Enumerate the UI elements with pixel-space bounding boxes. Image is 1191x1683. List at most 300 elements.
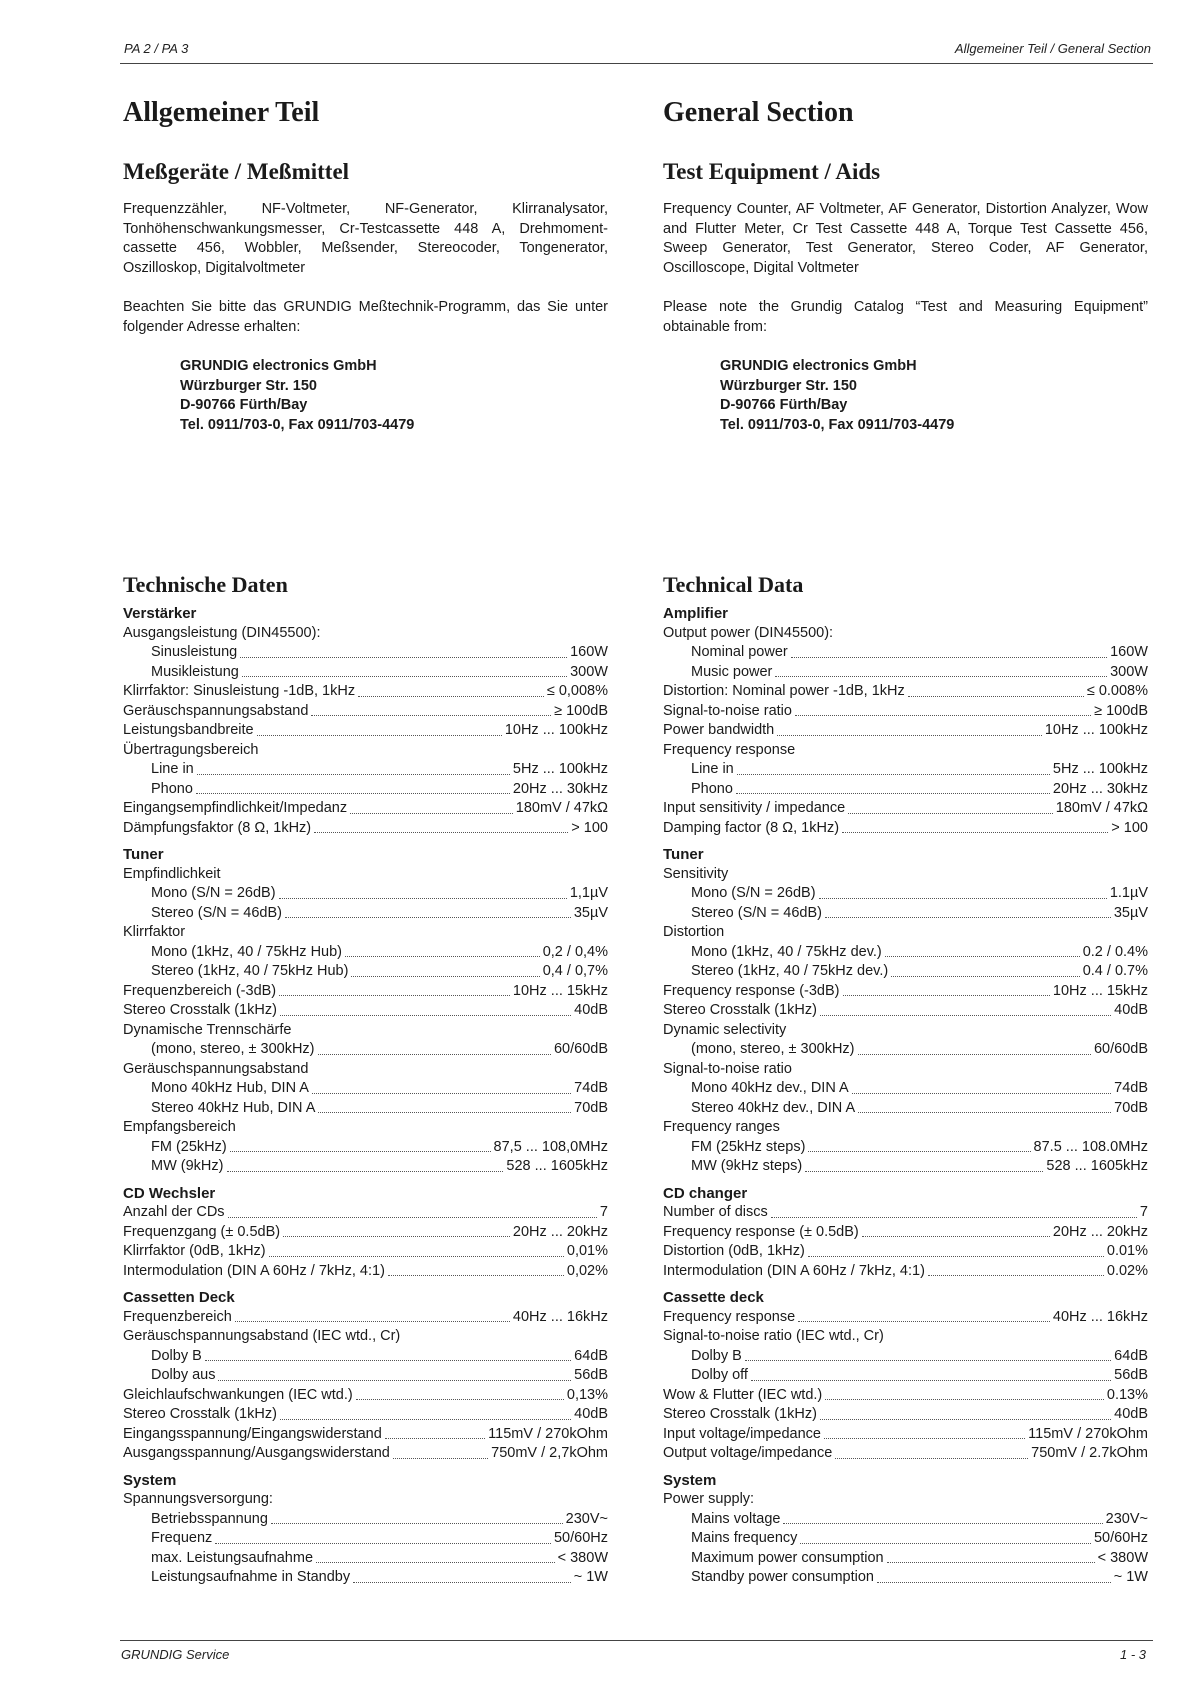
spec-row <box>663 663 1148 683</box>
spec-row <box>123 682 608 702</box>
dot-leader <box>240 643 567 658</box>
spec-value: 1.1µV <box>1109 885 1148 901</box>
dot-leader <box>279 884 567 899</box>
spec-label: Output voltage/impedance <box>663 1445 833 1461</box>
address-block-de <box>180 357 608 435</box>
spec-group-label: Sensitivity <box>663 865 729 882</box>
spec-value: 7 <box>1139 1204 1148 1220</box>
spec-label: Dolby off <box>691 1367 748 1383</box>
spec-label: (mono, stereo, ± 300kHz) <box>691 1041 855 1057</box>
dot-leader <box>783 1510 1102 1525</box>
spec-row <box>663 1223 1148 1243</box>
spec-row <box>123 1386 608 1406</box>
spec-label: Mono (1kHz, 40 / 75kHz Hub) <box>151 943 342 960</box>
dot-leader <box>820 1405 1111 1420</box>
spec-value: 40Hz ... 16kHz <box>1052 1308 1148 1325</box>
spec-row <box>123 760 608 780</box>
spec-label: Phono <box>151 780 193 797</box>
spec-value: 5Hz ... 100kHz <box>512 761 608 777</box>
spec-row <box>663 1529 1148 1549</box>
header-model: PA 2 / PA 3 <box>124 41 189 56</box>
spec-value: 64dB <box>1114 1347 1148 1364</box>
dot-leader <box>751 1366 1111 1381</box>
spec-row <box>123 819 608 839</box>
spec-row <box>123 643 608 663</box>
spec-row <box>123 982 608 1002</box>
spec-value: 10Hz ... 100kHz <box>504 722 608 738</box>
spec-value: 74dB <box>1114 1080 1148 1096</box>
spec-label: Stereo (1kHz, 40 / 75kHz dev.) <box>691 963 889 979</box>
spec-value: 87.5 ... 108.0MHz <box>1033 1138 1148 1155</box>
dot-leader <box>771 1203 1137 1218</box>
address-line: Tel. 0911/703-0, Fax 0911/703-4479 <box>180 416 415 433</box>
spec-label: Leistungsaufnahme in Standby <box>151 1569 351 1585</box>
spec-value: < 380W <box>557 1549 608 1566</box>
header-section: Allgemeiner Teil / General Section <box>954 41 1151 56</box>
spec-label: (mono, stereo, ± 300kHz) <box>151 1041 315 1057</box>
spec-label: Frequenzbereich (-3dB) <box>123 982 277 999</box>
spec-value: 0.02% <box>1106 1262 1148 1279</box>
spec-section-title: Cassetten Deck <box>123 1289 235 1306</box>
spec-label: Nominal power <box>691 644 788 660</box>
spec-section-title: Verstärker <box>123 605 197 622</box>
spec-value: 528 ... 1605kHz <box>506 1158 608 1174</box>
spec-value: 20Hz ... 20kHz <box>1052 1223 1148 1240</box>
spec-label: Music power <box>691 663 773 680</box>
spec-value: ~ 1W <box>1113 1569 1148 1585</box>
spec-value: 10Hz ... 15kHz <box>1052 982 1148 999</box>
spec-group-label: Signal-to-noise ratio (IEC wtd., Cr) <box>663 1328 884 1344</box>
spec-row <box>123 721 608 741</box>
spec-value: 750mV / 2,7kOhm <box>491 1445 608 1461</box>
spec-section <box>123 604 608 838</box>
spec-label: Phono <box>691 780 733 797</box>
dot-leader <box>280 1001 571 1016</box>
address-line: GRUNDIG electronics GmbH <box>720 358 917 374</box>
spec-value: 60/60dB <box>1093 1041 1148 1057</box>
spec-row <box>663 884 1148 904</box>
spec-group-label: Klirrfaktor <box>123 924 186 940</box>
spec-group-label: Frequency ranges <box>663 1119 780 1135</box>
dot-leader <box>280 1405 571 1420</box>
spec-row <box>123 1308 608 1328</box>
spec-label: Dämpfungsfaktor (8 Ω, 1kHz) <box>123 819 312 836</box>
spec-row <box>663 1366 1148 1386</box>
address-line: GRUNDIG electronics GmbH <box>180 358 377 374</box>
dot-leader <box>218 1366 571 1381</box>
spec-row <box>123 1347 608 1367</box>
spec-group-label: Power supply: <box>663 1491 755 1507</box>
spec-row <box>663 1549 1148 1569</box>
spec-row <box>123 1157 608 1177</box>
spec-value: 40dB <box>1114 1002 1148 1018</box>
dot-leader <box>808 1138 1030 1153</box>
header-rule <box>120 63 1153 64</box>
spec-label: Stereo (S/N = 46dB) <box>691 904 822 921</box>
spec-label: Eingangsspannung/Eingangswiderstand <box>123 1425 382 1442</box>
spec-value: 180mV / 47kΩ <box>1055 800 1148 816</box>
spec-group-label: Dynamische Trennschärfe <box>123 1021 292 1038</box>
dot-leader <box>843 982 1050 997</box>
spec-value: ≥ 100dB <box>554 702 608 719</box>
spec-row <box>663 1262 1148 1282</box>
dot-leader <box>271 1510 563 1525</box>
spec-value: 64dB <box>574 1347 608 1364</box>
address-line: D-90766 Fürth/Bay <box>180 397 308 413</box>
dot-leader <box>891 962 1080 977</box>
spec-row <box>123 943 608 963</box>
spec-label: FM (25kHz) <box>151 1138 227 1155</box>
spec-row <box>663 819 1148 839</box>
spec-value: 40dB <box>574 1002 608 1018</box>
spec-row <box>123 1262 608 1282</box>
dot-leader <box>318 1099 571 1114</box>
spec-row <box>663 982 1148 1002</box>
dot-leader <box>215 1529 551 1544</box>
spec-group-label: Geräuschspannungsabstand (IEC wtd., Cr) <box>123 1328 401 1344</box>
footer-brand: GRUNDIG Service <box>121 1647 230 1662</box>
equipment-heading-en: Test Equipment / Aids <box>663 159 881 184</box>
spec-value: 0.13% <box>1106 1386 1148 1403</box>
spec-label: Signal-to-noise ratio <box>663 702 792 719</box>
spec-label: Maximum power consumption <box>691 1549 884 1566</box>
address-line: Tel. 0911/703-0, Fax 0911/703-4479 <box>720 416 955 433</box>
spec-row <box>663 1308 1148 1328</box>
spec-value: 160W <box>1110 644 1148 660</box>
spec-row <box>663 1510 1148 1530</box>
spec-row <box>123 1425 608 1445</box>
dot-leader <box>745 1347 1111 1362</box>
spec-group-label: Ausgangsleistung (DIN45500): <box>123 624 321 641</box>
spec-label: Frequenzbereich <box>123 1308 232 1325</box>
dot-leader <box>848 799 1053 814</box>
spec-row <box>663 1079 1148 1099</box>
spec-row <box>663 1242 1148 1262</box>
dot-leader <box>312 1079 571 1094</box>
spec-value: > 100 <box>1111 819 1148 836</box>
spec-label: Distortion: Nominal power -1dB, 1kHz <box>663 683 905 699</box>
dot-leader <box>350 799 513 814</box>
dot-leader <box>388 1262 564 1277</box>
spec-label: max. Leistungsaufnahme <box>151 1549 314 1566</box>
spec-section <box>663 1288 1148 1464</box>
spec-row <box>663 760 1148 780</box>
spec-list-de <box>123 604 608 1588</box>
dot-leader <box>314 819 568 834</box>
spec-group-label: Frequency response <box>663 741 796 758</box>
dot-leader <box>257 721 502 736</box>
spec-label: Anzahl der CDs <box>123 1204 225 1220</box>
spec-row <box>123 702 608 722</box>
spec-value: 7 <box>599 1204 608 1220</box>
spec-value: 0,13% <box>566 1386 608 1403</box>
dot-leader <box>393 1444 488 1459</box>
tech-heading-de: Technische Daten <box>123 572 288 597</box>
dot-leader <box>825 1386 1104 1401</box>
spec-group-label: Empfangsbereich <box>123 1119 236 1135</box>
spec-value: < 380W <box>1097 1549 1148 1566</box>
spec-row <box>663 1001 1148 1021</box>
spec-label: Mono 40kHz Hub, DIN A <box>151 1080 309 1096</box>
address-line: Würzburger Str. 150 <box>180 377 317 394</box>
spec-row <box>663 1568 1148 1588</box>
spec-row <box>663 643 1148 663</box>
spec-row <box>123 1366 608 1386</box>
spec-label: Frequenz <box>151 1530 213 1546</box>
spec-value: 56dB <box>574 1367 608 1383</box>
spec-value: 115mV / 270kOhm <box>1028 1425 1148 1442</box>
equipment-heading-de: Meßgeräte / Meßmittel <box>123 159 350 184</box>
spec-section <box>123 1184 608 1282</box>
dot-leader <box>824 1425 1025 1440</box>
spec-list-en <box>663 604 1148 1588</box>
spec-value: 20Hz ... 30kHz <box>512 780 608 797</box>
spec-label: Sinusleistung <box>151 644 238 660</box>
dot-leader <box>858 1099 1111 1114</box>
dot-leader <box>351 962 539 977</box>
spec-row <box>123 1242 608 1262</box>
spec-label: Stereo Crosstalk (1kHz) <box>663 1406 817 1422</box>
dot-leader <box>235 1308 510 1323</box>
spec-row <box>663 1386 1148 1406</box>
spec-value: 230V~ <box>1105 1510 1148 1527</box>
spec-row <box>663 1425 1148 1445</box>
dot-leader <box>285 904 571 919</box>
spec-label: Geräuschspannungsabstand <box>123 702 309 719</box>
spec-value: 528 ... 1605kHz <box>1046 1158 1148 1174</box>
address-line: D-90766 Fürth/Bay <box>720 397 848 413</box>
spec-group-label: Geräuschspannungsabstand <box>123 1060 309 1077</box>
spec-section <box>123 1288 608 1464</box>
spec-label: Mono (1kHz, 40 / 75kHz dev.) <box>691 943 882 960</box>
spec-value: 0,2 / 0,4% <box>542 943 608 960</box>
dot-leader <box>205 1347 571 1362</box>
spec-value: 160W <box>570 644 608 660</box>
spec-group-label: Dynamic selectivity <box>663 1021 787 1038</box>
spec-value: ≤ 0,008% <box>546 683 608 699</box>
catalog-note-de: Beachten Sie bitte das GRUNDIG Meßtechnik-Programm, das Sie unter folgender Adresse erhalten: <box>123 299 608 335</box>
dot-leader <box>197 760 510 775</box>
spec-label: Stereo (S/N = 46dB) <box>151 904 282 921</box>
spec-value: 40Hz ... 16kHz <box>512 1308 608 1325</box>
page-title-de: Allgemeiner Teil <box>123 97 320 128</box>
dot-leader <box>928 1262 1104 1277</box>
spec-label: Mains voltage <box>691 1510 781 1527</box>
spec-group-label: Output power (DIN45500): <box>663 624 834 641</box>
equipment-list-de: Frequenzzähler, NF-Voltmeter, NF-Generator, Klirranalysator, Tonhöhenschwankungsmesser, Cr-Testcassette 448 A, Drehmoment-cassette 456, Wobbler, Meßsender, Stereocoder, Tongenerator, Oszilloskop, Digitalvoltmeter <box>123 201 608 276</box>
spec-section <box>663 1184 1148 1282</box>
general-section-en <box>663 96 1148 435</box>
spec-section <box>663 845 1148 1177</box>
spec-row <box>123 1549 608 1569</box>
dot-leader <box>805 1157 1043 1172</box>
spec-value: 0,01% <box>566 1243 608 1259</box>
dot-leader <box>279 982 510 997</box>
spec-value: 35µV <box>1113 904 1148 921</box>
dot-leader <box>385 1425 485 1440</box>
dot-leader <box>858 1040 1091 1055</box>
tech-heading-en: Technical Data <box>663 572 804 597</box>
spec-row <box>123 1079 608 1099</box>
spec-label: Input sensitivity / impedance <box>663 800 846 816</box>
spec-label: Mono (S/N = 26dB) <box>691 885 816 901</box>
spec-row <box>663 1444 1148 1464</box>
dot-leader <box>356 1386 564 1401</box>
dot-leader <box>795 702 1091 717</box>
spec-label: Input voltage/impedance <box>663 1425 821 1442</box>
spec-row <box>663 1157 1148 1177</box>
technical-data-de <box>123 572 608 1595</box>
spec-row <box>663 962 1148 982</box>
spec-value: 0.01% <box>1106 1243 1148 1259</box>
spec-label: Frequency response <box>663 1308 796 1325</box>
spec-section-title: CD Wechsler <box>123 1184 216 1202</box>
spec-label: MW (9kHz) <box>151 1158 224 1174</box>
dot-leader <box>819 884 1107 899</box>
spec-label: Stereo Crosstalk (1kHz) <box>123 1002 277 1018</box>
dot-leader <box>800 1529 1091 1544</box>
address-block-en <box>720 357 1148 435</box>
spec-section-title: Amplifier <box>663 605 729 622</box>
dot-leader <box>798 1308 1050 1323</box>
spec-group-label: Übertragungsbereich <box>123 741 259 758</box>
dot-leader <box>311 702 551 717</box>
spec-label: Intermodulation (DIN A 60Hz / 7kHz, 4:1) <box>123 1262 385 1279</box>
spec-label: Frequency response (± 0.5dB) <box>663 1223 859 1240</box>
spec-section <box>123 845 608 1177</box>
spec-row <box>663 682 1148 702</box>
dot-leader <box>775 663 1107 678</box>
spec-label: MW (9kHz steps) <box>691 1158 803 1174</box>
spec-value: 70dB <box>574 1099 608 1116</box>
spec-section-title: Cassette deck <box>663 1289 764 1306</box>
spec-row <box>123 1405 608 1425</box>
technical-data-en <box>663 572 1148 1595</box>
spec-value: 0.2 / 0.4% <box>1082 943 1148 960</box>
dot-leader <box>230 1138 491 1153</box>
spec-row <box>663 1040 1148 1060</box>
dot-leader <box>345 943 540 958</box>
spec-value: ≤ 0.008% <box>1086 683 1148 699</box>
dot-leader <box>887 1549 1095 1564</box>
address-line: Würzburger Str. 150 <box>720 377 857 394</box>
spec-group-label: Distortion <box>663 924 725 940</box>
dot-leader <box>908 682 1084 697</box>
spec-row <box>123 904 608 924</box>
spec-value: 60/60dB <box>553 1041 608 1057</box>
spec-label: Musikleistung <box>151 663 239 680</box>
spec-value: ~ 1W <box>573 1569 608 1585</box>
spec-row <box>123 799 608 819</box>
dot-leader <box>269 1242 564 1257</box>
dot-leader <box>862 1223 1050 1238</box>
spec-group-label: Spannungsversorgung: <box>123 1491 273 1507</box>
spec-label: Dolby aus <box>151 1367 216 1383</box>
spec-row <box>663 943 1148 963</box>
spec-section-title: Tuner <box>123 846 164 863</box>
spec-value: 230V~ <box>565 1510 608 1527</box>
spec-label: Betriebsspannung <box>151 1510 268 1527</box>
spec-label: Intermodulation (DIN A 60Hz / 7kHz, 4:1) <box>663 1262 925 1279</box>
spec-row <box>663 1138 1148 1158</box>
spec-value: 87,5 ... 108,0MHz <box>493 1138 608 1155</box>
spec-row <box>663 721 1148 741</box>
spec-row <box>663 702 1148 722</box>
spec-value: ≥ 100dB <box>1094 702 1148 719</box>
spec-label: Power bandwidth <box>663 722 775 738</box>
spec-row <box>123 1510 608 1530</box>
spec-section <box>663 604 1148 838</box>
spec-section <box>123 1471 608 1588</box>
spec-label: Stereo (1kHz, 40 / 75kHz Hub) <box>151 963 349 979</box>
dot-leader <box>777 721 1042 736</box>
dot-leader <box>852 1079 1111 1094</box>
spec-value: 74dB <box>574 1080 608 1096</box>
spec-label: Dolby B <box>151 1347 202 1364</box>
spec-group-label: Signal-to-noise ratio <box>663 1060 792 1077</box>
spec-label: Distortion (0dB, 1kHz) <box>663 1243 805 1259</box>
spec-label: Stereo 40kHz dev., DIN A <box>691 1099 856 1116</box>
spec-label: Mono 40kHz dev., DIN A <box>691 1080 849 1096</box>
dot-leader <box>736 780 1050 795</box>
dot-leader <box>835 1444 1028 1459</box>
spec-label: Stereo Crosstalk (1kHz) <box>123 1406 277 1422</box>
dot-leader <box>791 643 1107 658</box>
spec-label: Eingangsempfindlichkeit/Impedanz <box>123 800 348 816</box>
dot-leader <box>196 780 510 795</box>
dot-leader <box>885 943 1080 958</box>
spec-label: Standby power consumption <box>691 1569 874 1585</box>
spec-label: Frequency response (-3dB) <box>663 982 840 999</box>
spec-value: 0.4 / 0.7% <box>1082 963 1148 979</box>
spec-row <box>123 1223 608 1243</box>
spec-value: 56dB <box>1114 1367 1148 1383</box>
spec-label: Mono (S/N = 26dB) <box>151 885 276 901</box>
spec-row <box>663 1405 1148 1425</box>
spec-label: Damping factor (8 Ω, 1kHz) <box>663 819 840 836</box>
spec-label: FM (25kHz steps) <box>691 1138 806 1155</box>
dot-leader <box>877 1568 1111 1583</box>
dot-leader <box>242 663 567 678</box>
dot-leader <box>316 1549 555 1564</box>
spec-value: 40dB <box>1114 1406 1148 1422</box>
spec-value: 0,02% <box>566 1262 608 1279</box>
spec-value: 1,1µV <box>569 885 608 901</box>
dot-leader <box>283 1223 510 1238</box>
spec-label: Number of discs <box>663 1204 768 1220</box>
spec-row <box>123 884 608 904</box>
spec-value: 0,4 / 0,7% <box>542 963 608 979</box>
spec-label: Klirrfaktor (0dB, 1kHz) <box>123 1243 266 1259</box>
spec-row <box>663 904 1148 924</box>
spec-label: Line in <box>691 761 734 777</box>
spec-row <box>123 1568 608 1588</box>
spec-row <box>663 1099 1148 1119</box>
spec-value: 50/60Hz <box>553 1530 608 1546</box>
catalog-note-en: Please note the Grundig Catalog “Test and Measuring Equipment” obtainable from: <box>663 299 1148 335</box>
spec-label: Klirrfaktor: Sinusleistung -1dB, 1kHz <box>123 683 356 699</box>
spec-label: Leistungsbandbreite <box>123 722 254 738</box>
spec-row <box>123 962 608 982</box>
spec-section-title: System <box>123 1471 177 1489</box>
dot-leader <box>358 682 544 697</box>
spec-row <box>663 799 1148 819</box>
spec-row <box>663 780 1148 800</box>
spec-value: 40dB <box>574 1406 608 1422</box>
spec-label: Stereo 40kHz Hub, DIN A <box>151 1099 316 1116</box>
spec-row <box>123 780 608 800</box>
spec-label: Stereo Crosstalk (1kHz) <box>663 1002 817 1018</box>
